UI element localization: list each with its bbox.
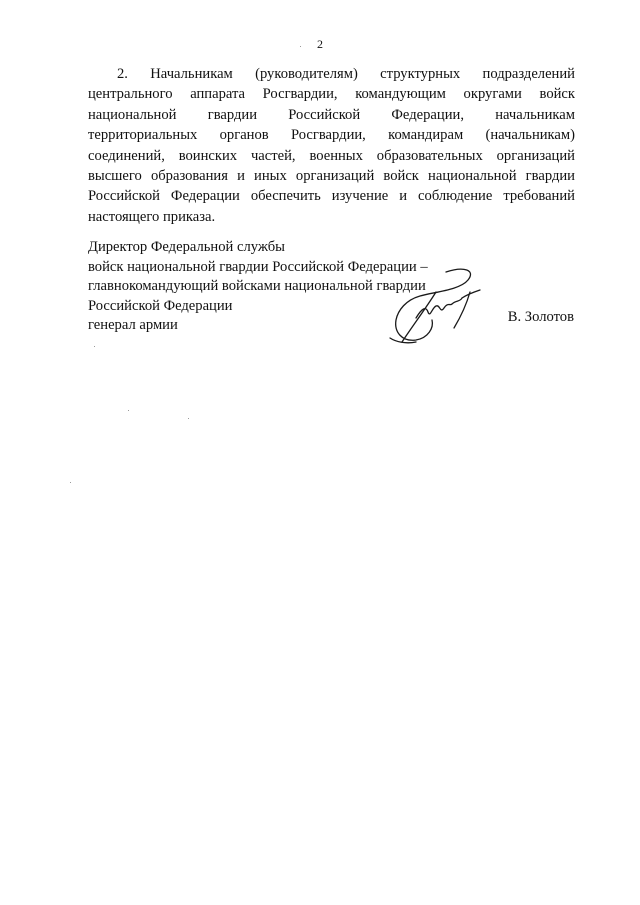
scan-speck <box>300 46 301 47</box>
scan-speck <box>188 418 189 419</box>
signer-title-line-2: войск национальной гвардии Российской Федерации – <box>88 258 428 275</box>
handwritten-signature <box>376 262 488 348</box>
body-paragraph: 2. Начальникам (руководителям) структурных подразделений центрального аппарата Росгвардии, командующим округами войск национальной гвардии Российской Федерации, начальникам территориальных органов Росгвардии, командирам (начальникам) соединений, воинских частей, военных образовательных организаций высшего образования и иных организаций войск национальной гвардии Российской Федерации обеспечить изучение и соблюдение требований настоящего приказа. <box>88 66 575 225</box>
scan-speck <box>128 410 129 411</box>
signer-title-line-4: Российской Федерации <box>88 297 233 314</box>
signer-name: В. Золотов <box>507 309 574 325</box>
signer-title-line-1: Директор Федеральной службы <box>88 239 285 255</box>
signer-rank: генерал армии <box>88 317 178 334</box>
scan-speck <box>94 346 95 347</box>
scan-speck <box>70 482 71 483</box>
signer-title-line-3: главнокомандующий войсками национальной гвардии <box>88 278 426 295</box>
page-number: 2 <box>317 37 323 51</box>
